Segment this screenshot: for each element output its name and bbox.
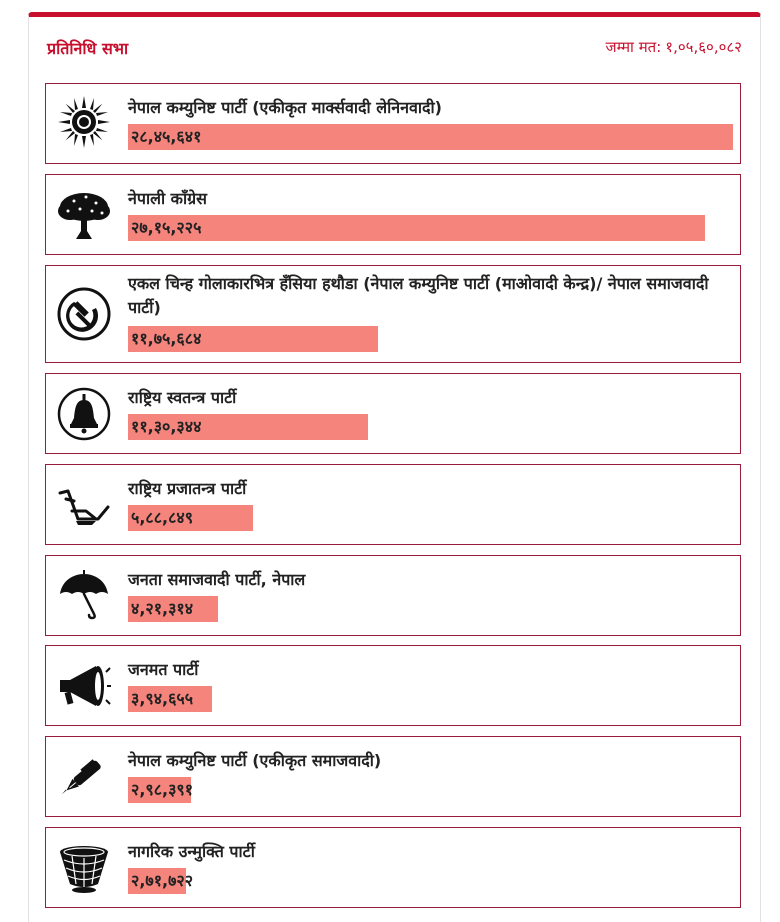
umbrella-icon [56,568,112,624]
total-votes-label: जम्मा मत: [605,38,662,56]
vote-count: ४,२१,३१४ [131,599,194,618]
vote-bar [128,124,733,150]
vote-bar [128,777,194,803]
party-row[interactable] [45,555,741,636]
party-row[interactable] [45,373,741,454]
party-name: राष्ट्रिय प्रजातन्त्र पार्टी [128,479,247,498]
party-row[interactable] [45,83,741,164]
vote-bar [128,215,705,241]
party-row[interactable] [45,174,741,255]
party-name: जनमत पार्टी [128,660,199,679]
party-name: राष्ट्रिय स्वतन्त्र पार्टी [128,388,237,407]
vote-count: ५,८८,८४९ [131,508,194,527]
party-row[interactable] [45,645,741,726]
party-name: नेपाल कम्युनिष्ट पार्टी (एकीकृत मार्क्सवादी लेनिनवादी) [128,98,442,117]
party-name: नेपाली काँग्रेस [128,189,207,208]
results-card [28,12,761,922]
sun-icon [56,94,112,150]
party-name: जनता समाजवादी पार्टी, नेपाल [128,570,306,589]
vote-count: २७,१५,२२५ [131,218,202,237]
party-name: नागरिक उन्मुक्ति पार्टी [128,842,255,861]
party-row[interactable] [45,827,741,908]
vote-bar [128,505,253,531]
vote-bar-fill [128,215,705,241]
vote-bar [128,686,212,712]
vote-count: ११,७५,६८४ [131,329,202,348]
party-row[interactable] [45,265,741,363]
vote-count: २८,४५,६४१ [131,127,202,146]
bell-icon [56,386,112,442]
vote-bar [128,868,194,894]
vote-count: २,७१,७२२ [131,871,194,890]
vote-count: ११,३०,३४४ [131,417,202,436]
total-votes [601,37,742,57]
vote-count: ३,९४,६५५ [131,689,194,708]
party-name: नेपाल कम्युनिष्ट पार्टी (एकीकृत समाजवादी) [128,751,382,770]
vote-count: २,९८,३९१ [131,780,194,799]
plough-icon [56,477,112,533]
hammer-sickle-icon [56,286,112,342]
section-title: प्रतिनिधि सभा [47,39,129,58]
vote-bar [128,326,378,352]
pen-icon [56,749,112,805]
tree-icon [56,187,112,243]
party-name: एकल चिन्ह गोलाकारभित्र हँसिया हथौडा (नेपाल कम्युनिष्ट पार्टी (माओवादी केन्द्र)/ नेपाल समाजवादी पार्टी) [128,274,709,317]
megaphone-icon [56,658,112,714]
party-row[interactable] [45,464,741,545]
total-votes-value: १,०५,६०,०८२ [665,38,742,56]
vote-bar-fill [128,124,733,150]
party-row[interactable] [45,736,741,817]
basket-icon [56,840,112,896]
vote-bar [128,414,368,440]
vote-bar [128,596,218,622]
